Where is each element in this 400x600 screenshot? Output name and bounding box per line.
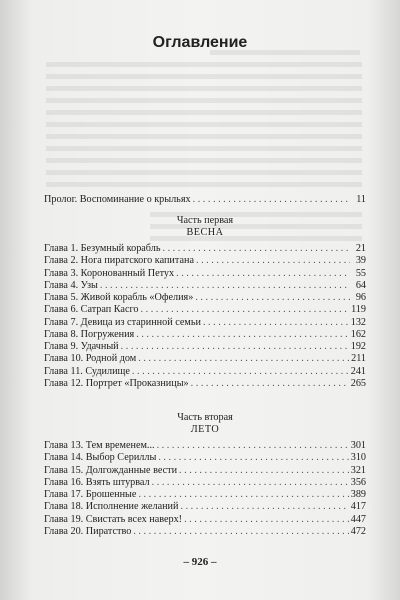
toc-entry[interactable]	[44, 366, 366, 378]
toc-entry[interactable]	[44, 440, 366, 452]
toc-leader-dots	[133, 526, 348, 538]
toc-leader-dots	[157, 440, 349, 452]
toc-entry-page: 265	[350, 377, 366, 389]
toc-entry-page: 55	[355, 267, 366, 279]
toc-entry-page: 21	[355, 243, 366, 254]
toc-leader-dots	[121, 341, 349, 353]
toc-entry-page: 472	[350, 525, 366, 537]
toc-leader-dots	[193, 194, 350, 206]
toc-entry-page: 11	[356, 194, 366, 205]
toc-entry[interactable]	[44, 452, 366, 464]
toc-entry[interactable]	[44, 243, 366, 255]
toc-entry[interactable]	[44, 477, 366, 489]
toc-entry-page: 39	[355, 255, 366, 267]
toc-entry[interactable]	[44, 255, 366, 267]
toc-leader-dots	[184, 514, 349, 526]
toc-entry-label: Глава 6. Сатрап Касго	[44, 304, 139, 316]
toc-entry-label: Глава 7. Девица из старинной семьи	[44, 316, 201, 328]
toc-entry-label: Глава 11. Судилище	[44, 365, 130, 377]
toc-entry[interactable]	[44, 292, 366, 304]
page-title: Оглавление	[152, 34, 248, 51]
toc-leader-dots	[180, 501, 348, 513]
toc-entry-page: 447	[350, 513, 366, 525]
toc-entry-label: Глава 2. Нога пиратского капитана	[44, 255, 194, 267]
toc-entry-page: 162	[350, 328, 366, 340]
toc-entry-page: 132	[350, 316, 366, 328]
toc-entry-page: 119	[351, 304, 366, 316]
toc-entry[interactable]	[44, 329, 366, 341]
toc-leader-dots	[196, 255, 350, 267]
toc-entry-label: Глава 16. Взять штурвал	[44, 476, 150, 488]
toc-entry-label: Глава 3. Коронованный Петух	[44, 267, 175, 279]
toc-entry-page: 64	[355, 279, 366, 291]
page-number: – 926 –	[183, 556, 217, 568]
toc-entry-page: 321	[350, 464, 366, 476]
toc-entry[interactable]	[44, 353, 366, 365]
toc-entry-label: Глава 1. Безумный корабль	[44, 243, 161, 254]
toc-entry-label: Глава 19. Свистать всех наверх!	[44, 513, 183, 525]
toc-entry[interactable]	[44, 489, 366, 501]
part-label: Часть вторая	[177, 412, 233, 423]
toc-entry[interactable]	[44, 268, 366, 280]
toc-entry[interactable]	[44, 341, 366, 353]
toc-entry-label: Глава 10. Родной дом	[44, 353, 137, 365]
toc-leader-dots	[138, 353, 349, 365]
toc-entry-page: 356	[350, 476, 366, 488]
toc-entry[interactable]	[44, 465, 366, 477]
toc-entry[interactable]	[44, 280, 366, 292]
toc-leader-dots	[191, 378, 349, 390]
toc-entry-label: Глава 8. Погружения	[44, 328, 135, 340]
toc-entry-label: Глава 12. Портрет «Проказницы»	[44, 377, 189, 389]
toc-entry[interactable]	[44, 526, 366, 538]
toc-entry-page: 96	[355, 292, 366, 303]
toc-entry-label: Глава 17. Брошенные	[44, 489, 137, 500]
toc-leader-dots	[136, 329, 348, 341]
toc-entry-label: Глава 9. Удачный	[44, 341, 119, 352]
toc-entry-page: 301	[350, 440, 366, 451]
toc-leader-dots	[100, 280, 350, 292]
toc-entry-page: 310	[350, 452, 366, 464]
toc-leader-dots	[176, 268, 350, 280]
toc-entry-label: Глава 18. Исполнение желаний	[44, 501, 179, 513]
toc-leader-dots	[132, 366, 349, 378]
toc-part-1	[44, 215, 366, 390]
toc-entry[interactable]	[44, 378, 366, 390]
toc-entry[interactable]	[44, 514, 366, 526]
toc-entry-label: Глава 14. Выбор Сериллы	[44, 452, 157, 464]
toc-entry-label: Глава 4. Узы	[44, 279, 98, 291]
toc-entry[interactable]	[44, 304, 366, 316]
toc-entry-page: 389	[350, 489, 366, 500]
toc-leader-dots	[179, 465, 349, 477]
toc-entry-page: 211	[351, 353, 366, 365]
toc-entry-label: Глава 15. Долгожданные вести	[44, 464, 178, 476]
toc-leader-dots	[158, 452, 348, 464]
toc-entry-label: Глава 20. Пиратство	[44, 525, 132, 537]
toc-entry[interactable]	[44, 317, 366, 329]
part-name: ЛЕТО	[190, 424, 220, 435]
toc-prologue	[44, 194, 366, 206]
toc-entry[interactable]	[44, 501, 366, 513]
toc-leader-dots	[138, 489, 348, 501]
part-label: Часть первая	[176, 215, 234, 226]
toc-leader-dots	[195, 292, 350, 304]
toc-entry-label: Пролог. Воспоминание о крыльях	[44, 194, 191, 205]
toc-part-2	[44, 412, 366, 538]
part-name: ВЕСНА	[186, 227, 224, 238]
toc-entry-page: 192	[350, 341, 366, 352]
toc-leader-dots	[162, 243, 350, 255]
toc-leader-dots	[141, 304, 350, 316]
toc-entry-prologue[interactable]	[44, 194, 366, 206]
toc-entry-page: 241	[350, 365, 366, 377]
toc-leader-dots	[152, 477, 349, 489]
toc-entry-label: Глава 13. Тем временем...	[44, 440, 155, 451]
toc-entry-page: 417	[350, 501, 366, 513]
toc-entry-label: Глава 5. Живой корабль «Офелия»	[44, 292, 194, 303]
toc-leader-dots	[203, 317, 349, 329]
